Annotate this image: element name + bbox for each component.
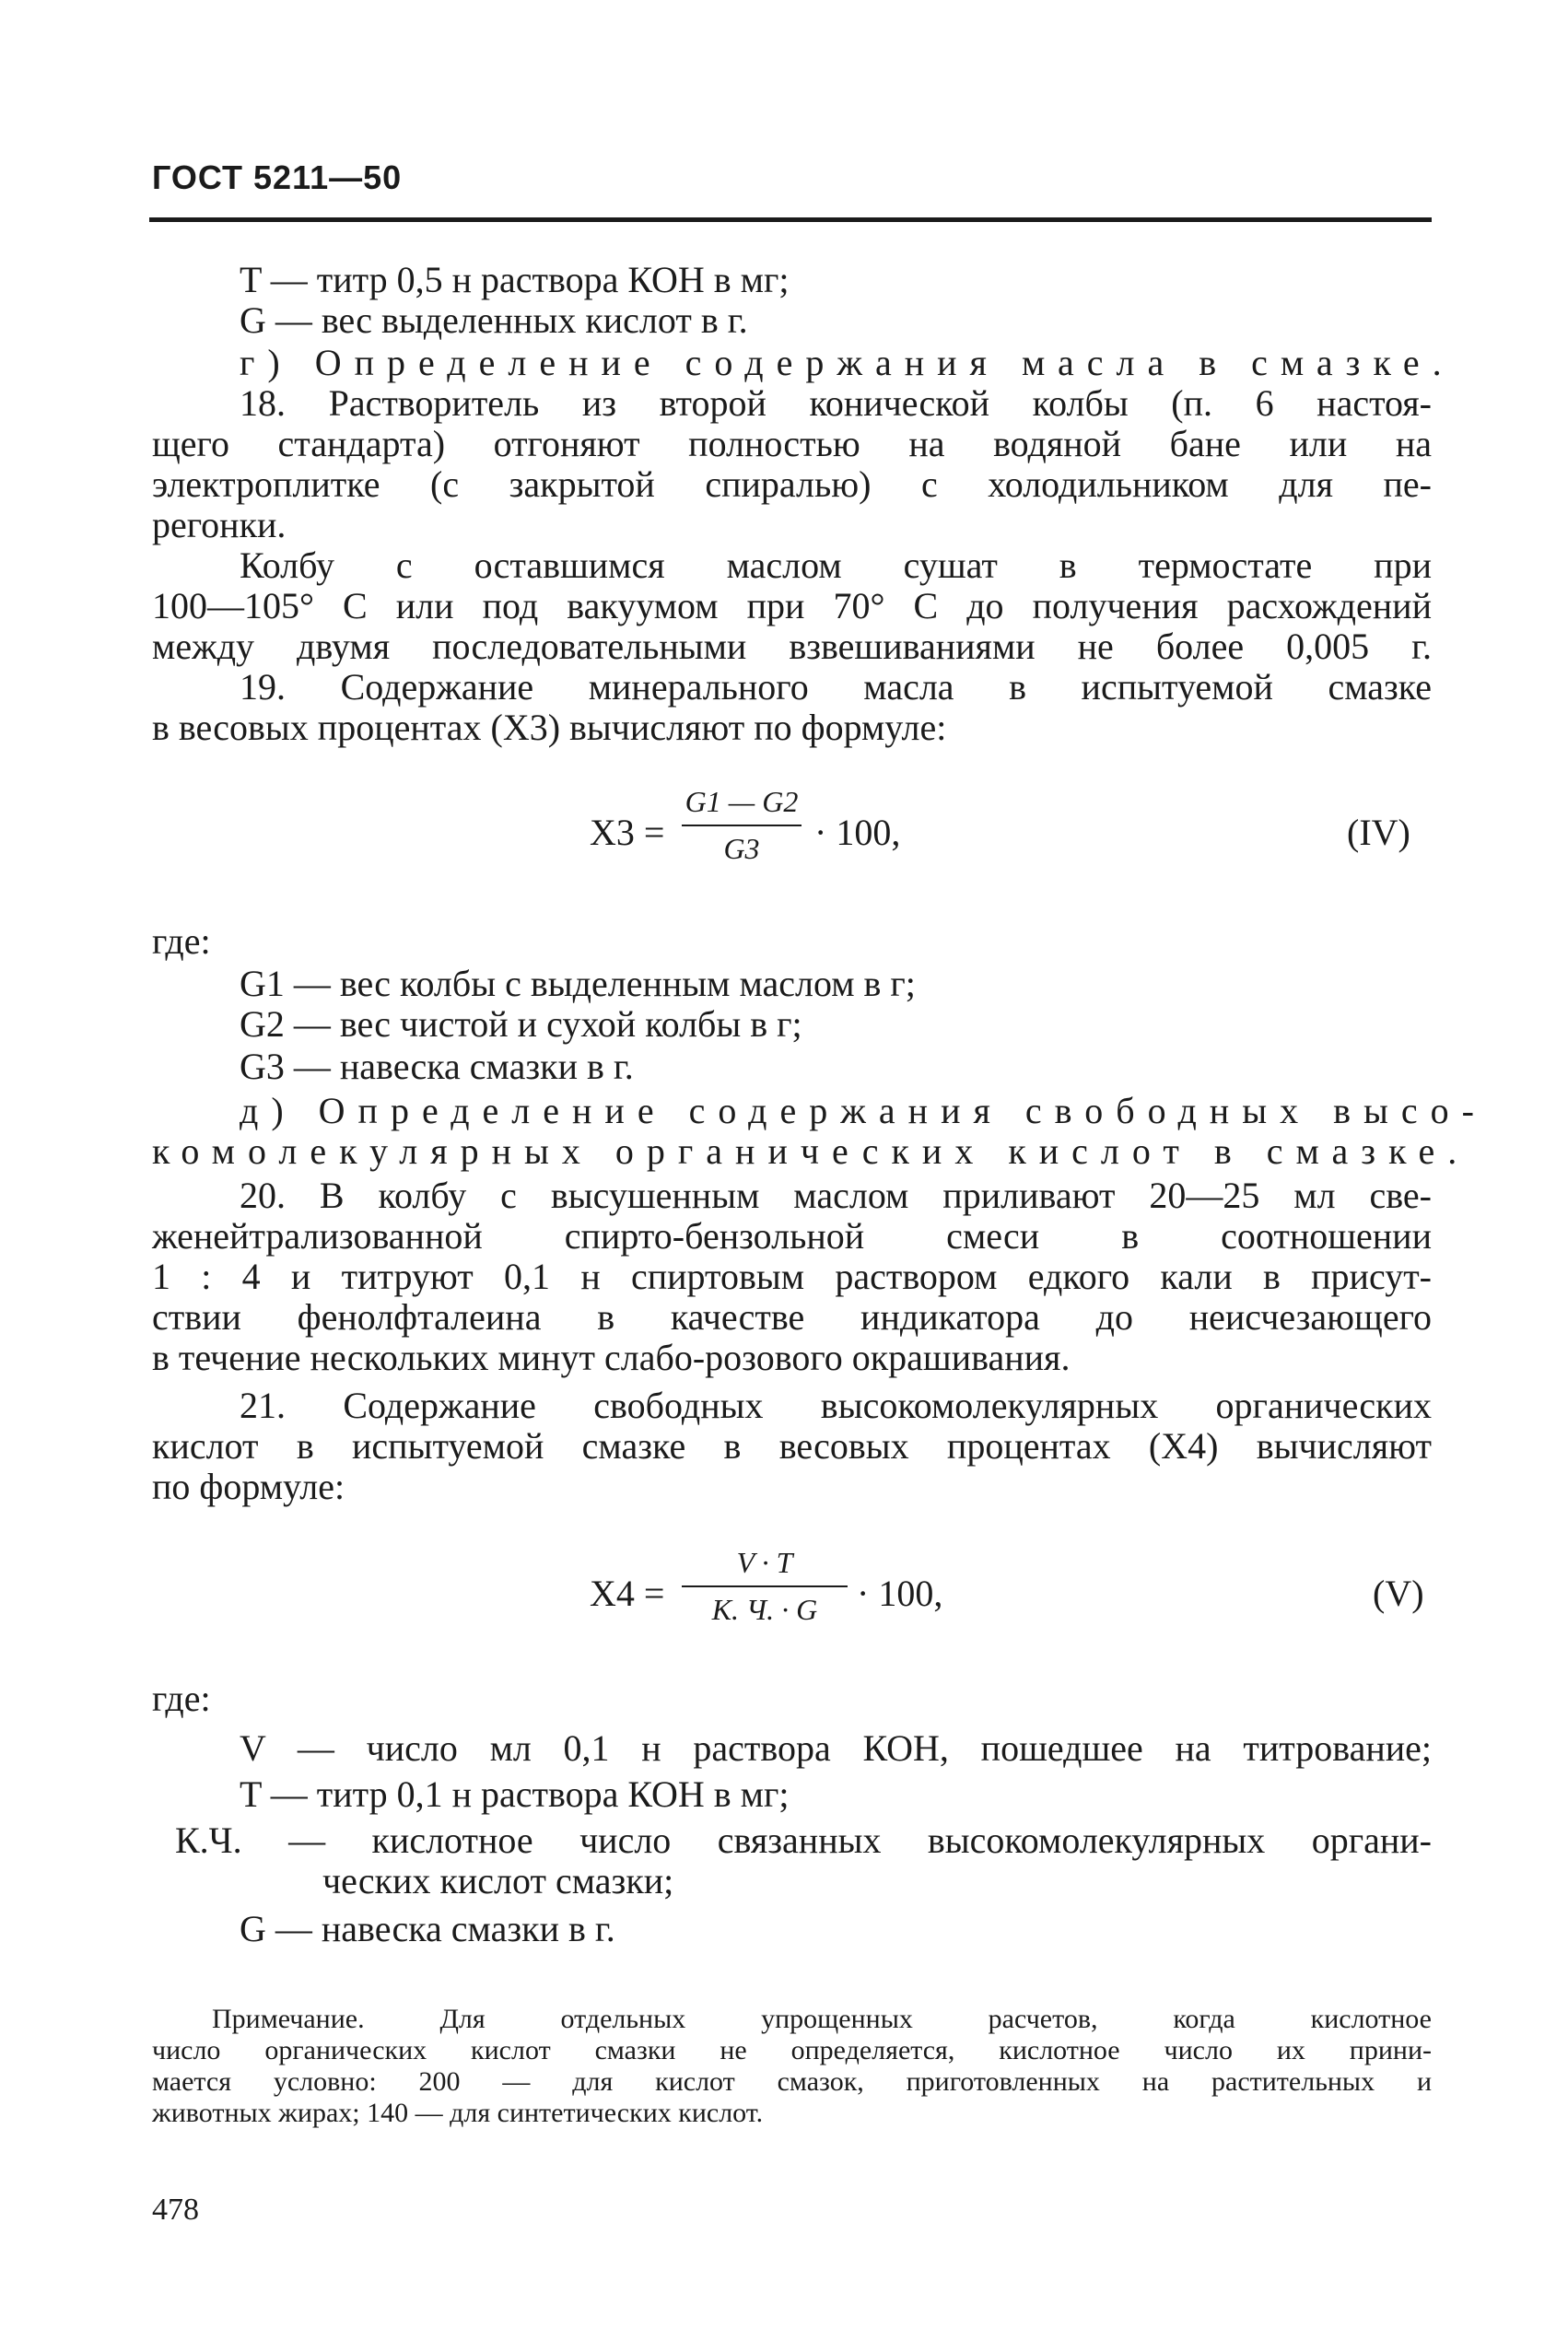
def-g1: G1 — вес колбы с выделенным маслом в г;: [240, 963, 916, 1004]
formula-v-numerator: V · T: [736, 1546, 793, 1579]
page-number: 478: [152, 2193, 199, 2227]
def-t-01: T — титр 0,1 н раствора КОН в мг;: [240, 1773, 790, 1815]
page-header: ГОСТ 5211—50: [152, 158, 403, 196]
def-v: V — число мл 0,1 н раствора КОН, пошедшее на титрование;: [240, 1727, 1432, 1769]
formula-iv-lhs: X3 =: [590, 812, 665, 853]
def-g-sample: G — навеска смазки в г.: [240, 1908, 615, 1949]
note-line-2: число органических кислот смазки не определяется, кислотное число их прини-: [152, 2035, 1432, 2065]
para-18b-line-1: Колбу с оставшимся маслом сушат в термостате при: [240, 544, 1432, 586]
para-21-line-2: кислот в испытуемой смазке в весовых процентах (X4) вычисляют: [152, 1425, 1432, 1467]
para-18b-line-3: между двумя последовательными взвешиваниями не более 0,005 г.: [152, 626, 1432, 667]
formula-iv-fraction: [682, 785, 802, 866]
note-line-4: животных жирах; 140 — для синтетических кислот.: [152, 2098, 764, 2128]
def-g-acids: G — вес выделенных кислот в г.: [240, 299, 748, 341]
formula-v-number: (V): [1373, 1573, 1424, 1614]
para-20-line-3: 1 : 4 и титруют 0,1 н спиртовым раствором едкого кали в присут-: [152, 1256, 1432, 1297]
para-20-line-4: ствии фенолфталеина в качестве индикатора до неисчезающего: [152, 1296, 1432, 1338]
para-20-line-1: 20. В колбу с высушенным маслом приливают 20—25 мл све-: [240, 1175, 1432, 1216]
para-18-line-3: электроплитке (с закрытой спиралью) с холодильником для пе-: [152, 463, 1432, 505]
def-g3: G3 — навеска смазки в г.: [240, 1046, 634, 1087]
para-18-line-2: щего стандарта) отгоняют полностью на водяной бане или на: [152, 423, 1432, 464]
formula-v-tail: · 100,: [857, 1573, 943, 1614]
para-21-line-3: по формуле:: [152, 1466, 345, 1507]
def-kch-line-1: К.Ч. — кислотное число связанных высокомолекулярных органи-: [175, 1819, 1432, 1861]
section-g-heading: г) Определение содержания масла в смазке.: [240, 342, 1455, 383]
para-19-line-1: 19. Содержание минерального масла в испытуемой смазке: [240, 666, 1432, 708]
para-18-line-1: 18. Растворитель из второй конической колбы (п. 6 настоя-: [240, 382, 1432, 424]
where-label-2: где:: [152, 1678, 211, 1719]
note-line-1: Примечание. Для отдельных упрощенных расчетов, когда кислотное: [212, 2004, 1432, 2034]
formula-iv-numerator: G1 — G2: [685, 785, 799, 818]
para-20-line-5: в течение нескольких минут слабо-розового окрашивания.: [152, 1337, 1071, 1378]
formula-v-fraction: [682, 1546, 848, 1627]
formula-v-denominator: К. Ч. · G: [711, 1593, 818, 1626]
para-20-line-2: женейтрализованной спирто-бензольной смеси в соотношении: [152, 1215, 1432, 1257]
formula-iv-tail: · 100,: [814, 812, 901, 853]
where-label-1: где:: [152, 920, 211, 962]
note-line-3: мается условно: 200 — для кислот смазок, приготовленных на растительных и: [152, 2066, 1432, 2097]
formula-v-fraction-bar: [682, 1585, 848, 1587]
formula-v-lhs: X4 =: [590, 1573, 665, 1614]
section-d-heading-1: д) Определение содержания свободных высо-: [240, 1090, 1487, 1131]
def-kch-line-2: ческих кислот смазки;: [322, 1860, 674, 1901]
def-t-05: T — титр 0,5 н раствора КОН в мг;: [240, 259, 790, 300]
formula-iv-number: (IV): [1347, 812, 1410, 853]
header-rule: [149, 217, 1432, 222]
formula-iv-denominator: G3: [723, 832, 760, 865]
para-21-line-1: 21. Содержание свободных высокомолекулярных органических: [240, 1385, 1432, 1426]
def-g2: G2 — вес чистой и сухой колбы в г;: [240, 1003, 802, 1045]
para-18b-line-2: 100—105° С или под вакуумом при 70° С до получения расхождений: [152, 585, 1432, 626]
para-18-line-4: регонки.: [152, 504, 287, 545]
formula-iv-fraction-bar: [682, 825, 802, 826]
section-d-heading-2: комолекулярных органических кислот в смазке.: [152, 1130, 1470, 1172]
para-19-line-2: в весовых процентах (X3) вычисляют по формуле:: [152, 707, 947, 748]
